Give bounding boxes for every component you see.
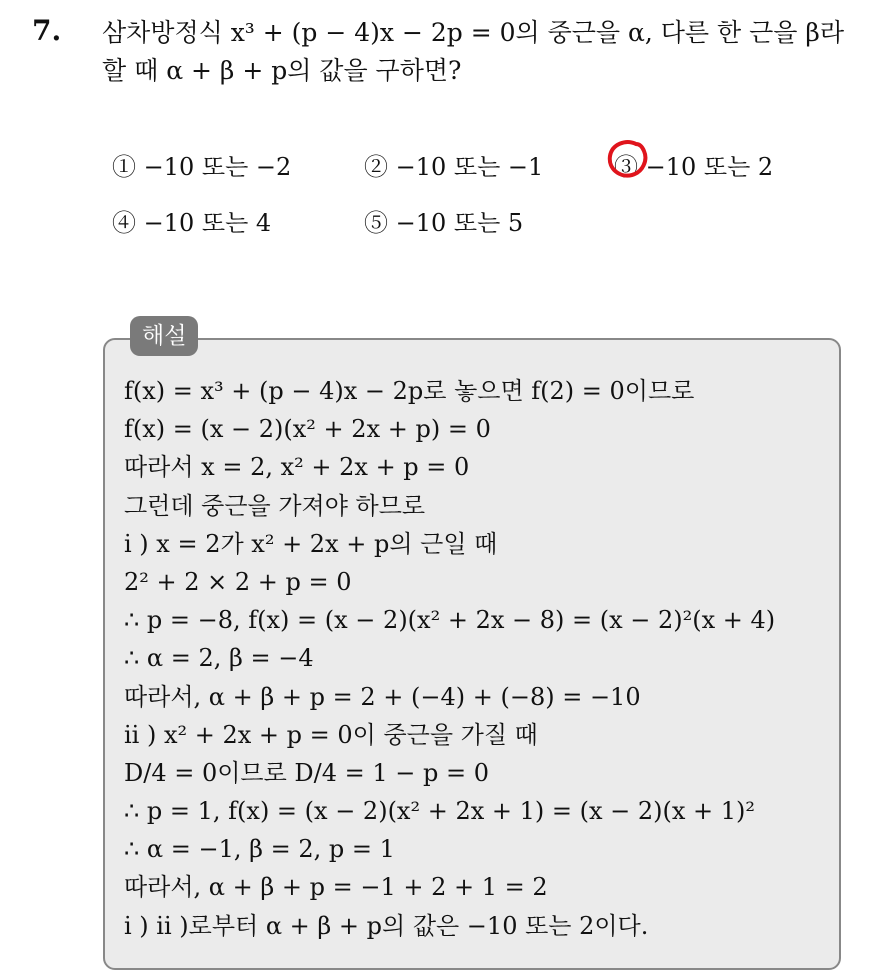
solution-line: ii ) x² + 2x + p = 0이 중근을 가질 때 [124, 720, 538, 749]
solution-line: i ) ii )로부터 α + β + p의 값은 −10 또는 2이다. [124, 911, 649, 940]
solution-line: D/4 = 0이므로 D/4 = 1 − p = 0 [124, 758, 490, 787]
solution-line: ∴ p = 1, f(x) = (x − 2)(x² + 2x + 1) = (x − 2)(x + 1)² [124, 797, 756, 826]
solution-body [124, 372, 824, 945]
solution-line: ∴ α = 2, β = −4 [124, 644, 314, 673]
solution-line: 2² + 2 × 2 + p = 0 [124, 567, 352, 596]
answer-circle-mark [606, 138, 650, 180]
choice-2[interactable]: ② −10 또는 −1 [364, 153, 544, 181]
solution-line: i ) x = 2가 x² + 2x + p의 근일 때 [124, 529, 498, 558]
solution-title: 해설 [130, 316, 198, 356]
choice-1[interactable]: ① −10 또는 −2 [112, 153, 292, 181]
choice-4[interactable]: ④ −10 또는 4 [112, 209, 272, 237]
solution-line: 따라서 x = 2, x² + 2x + p = 0 [124, 453, 470, 482]
solution-line: ∴ p = −8, f(x) = (x − 2)(x² + 2x − 8) = (x − 2)²(x + 4) [124, 606, 776, 635]
solution-line: ∴ α = −1, β = 2, p = 1 [124, 835, 395, 864]
solution-line: f(x) = (x − 2)(x² + 2x + p) = 0 [124, 415, 491, 444]
choice-5[interactable]: ⑤ −10 또는 5 [364, 209, 524, 237]
solution-line: 따라서, α + β + p = −1 + 2 + 1 = 2 [124, 873, 548, 902]
choice-3[interactable]: ③ −10 또는 2 [614, 153, 774, 181]
question-number: 7. [32, 14, 62, 47]
solution-line: f(x) = x³ + (p − 4)x − 2p로 놓으면 f(2) = 0이므로 [124, 377, 695, 405]
solution-line: 그런데 중근을 가져야 하므로 [124, 491, 426, 520]
solution-line: 따라서, α + β + p = 2 + (−4) + (−8) = −10 [124, 682, 641, 711]
question-text: 삼차방정식 x³ + (p − 4)x − 2p = 0의 중근을 α, 다른 한 근을 β라 할 때 α + β + p의 값을 구하면? [102, 18, 844, 85]
